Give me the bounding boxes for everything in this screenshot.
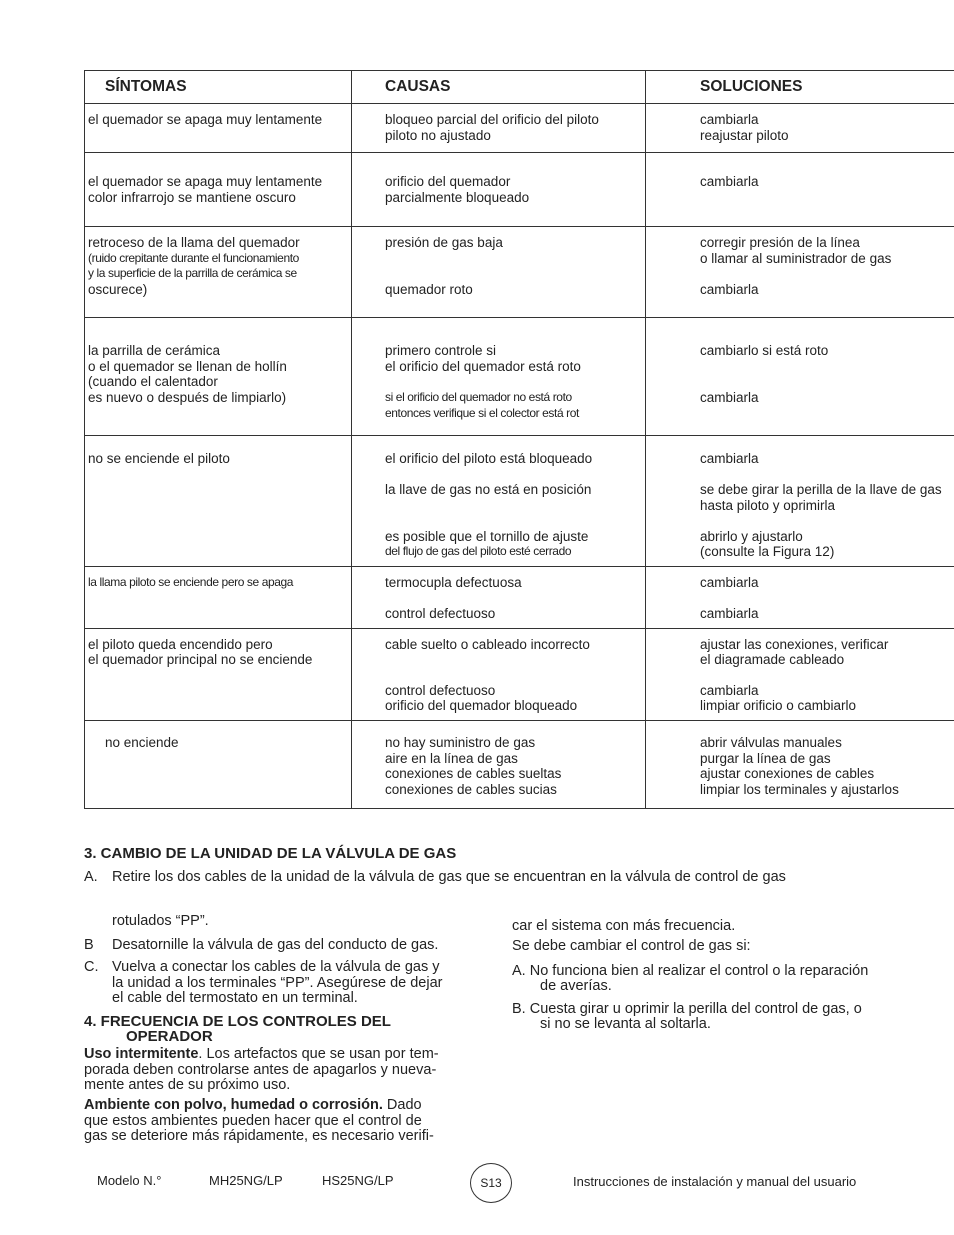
solution-line: reajustar piloto [700, 128, 789, 143]
solution-line: hasta piloto y oprimirla [700, 498, 836, 513]
cause-line: orificio del quemador [385, 174, 511, 189]
section3-item-c-line: el cable del termostato en un terminal. [112, 990, 358, 1006]
symptom-line: no se enciende el piloto [88, 451, 230, 466]
cause-line: si el orificio del quemador no está roto [385, 390, 572, 404]
footer-document-title: Instrucciones de instalación y manual del usuario [573, 1174, 857, 1189]
right-column-intro: Se debe cambiar el control de gas si: [512, 938, 751, 954]
cause-line: quemador roto [385, 282, 473, 297]
solution-cell [646, 318, 954, 436]
symptom-cell [85, 153, 352, 227]
solution-line: limpiar los terminales y ajustarlos [700, 782, 899, 797]
footer-model-1: MH25NG/LP [209, 1173, 283, 1188]
solution-cell [646, 104, 954, 153]
section3-item-a-text: Retire los dos cables de la unidad de la válvula de gas que se encuentran en la válvula de control de gas [112, 869, 786, 885]
footer-model-label: Modelo N.° [97, 1173, 162, 1188]
solution-cell [646, 721, 954, 809]
symptom-line: oscurece) [88, 282, 148, 297]
table-row [85, 227, 954, 318]
symptom-line: retroceso de la llama del quemador [88, 235, 300, 250]
solution-line: cambiarla [700, 606, 759, 621]
right-column-item-b-cont: si no se levanta al soltarla. [540, 1016, 711, 1032]
solution-line: o llamar al suministrador de gas [700, 251, 892, 266]
symptom-cell [85, 567, 352, 629]
cause-line: cable suelto o cableado incorrecto [385, 637, 590, 652]
right-column-item-a: A. No funciona bien al realizar el control o la reparación [512, 963, 869, 979]
right-column-item-b: B. Cuesta girar u oprimir la perilla del control de gas, o [512, 1001, 862, 1017]
symptom-line: el quemador se apaga muy lentamente [88, 112, 323, 127]
section3-heading: 3. CAMBIO DE LA UNIDAD DE LA VÁLVULA DE GAS [84, 845, 457, 862]
header-symptoms: SÍNTOMAS [85, 71, 352, 104]
symptom-cell [85, 227, 352, 318]
section3-item-b-text: Desatornille la válvula de gas del conducto de gas. [112, 937, 439, 953]
symptom-cell [85, 721, 352, 809]
solution-line: ajustar conexiones de cables [700, 766, 875, 781]
cause-cell [352, 318, 646, 436]
symptom-line: color infrarrojo se mantiene oscuro [88, 190, 296, 205]
cause-line: bloqueo parcial del orificio del piloto [385, 112, 599, 127]
symptom-cell [85, 104, 352, 153]
solution-cell [646, 153, 954, 227]
symptom-line: la llama piloto se enciende pero se apaga [88, 575, 294, 589]
cause-cell [352, 153, 646, 227]
cause-line: presión de gas baja [385, 235, 503, 250]
solution-line: purgar la línea de gas [700, 751, 831, 766]
symptom-line: (cuando el calentador [88, 374, 218, 389]
solution-cell [646, 436, 954, 567]
symptom-line: el quemador principal no se enciende [88, 652, 313, 667]
cause-line: control defectuoso [385, 683, 496, 698]
section3-item-a-letter: A. [84, 869, 98, 885]
symptom-line: no enciende [105, 735, 179, 750]
solution-line: cambiarla [700, 174, 759, 189]
paragraph-1-line: mente antes de su próximo uso. [84, 1077, 291, 1093]
solution-line: ajustar las conexiones, verificar [700, 637, 889, 652]
section4-heading-cont: OPERADOR [126, 1028, 213, 1045]
symptom-cell [85, 436, 352, 567]
cause-line: termocupla defectuosa [385, 575, 522, 590]
table-row [85, 318, 954, 436]
solution-cell [646, 567, 954, 629]
solution-line: cambiarla [700, 282, 759, 297]
page-number-badge: S13 [470, 1163, 512, 1203]
cause-line: parcialmente bloqueado [385, 190, 530, 205]
solution-cell [646, 629, 954, 721]
symptom-line: es nuevo o después de limpiarlo) [88, 390, 287, 405]
cause-line: el orificio del piloto está bloqueado [385, 451, 593, 466]
cause-line: orificio del quemador bloqueado [385, 698, 578, 713]
table-row [85, 629, 954, 721]
symptom-line: el quemador se apaga muy lentamente [88, 174, 323, 189]
symptom-line: el piloto queda encendido pero [88, 637, 273, 652]
table-row [85, 567, 954, 629]
header-causes: CAUSAS [352, 71, 646, 104]
cause-cell [352, 436, 646, 567]
symptom-line: (ruido crepitante durante el funcionamiento [88, 251, 299, 265]
table-header-row [85, 71, 954, 104]
paragraph-2-line: gas se deteriore más rápidamente, es necesario verifi- [84, 1128, 434, 1144]
table-row [85, 721, 954, 809]
solution-line: cambiarla [700, 390, 759, 405]
cause-line: aire en la línea de gas [385, 751, 518, 766]
section4-paragraph-2 [84, 1098, 422, 1114]
paragraph-2-text: Dado [382, 1097, 422, 1113]
solution-line: limpiar orificio o cambiarlo [700, 698, 857, 713]
cause-line: conexiones de cables sucias [385, 782, 557, 797]
cause-line: la llave de gas no está en posición [385, 482, 592, 497]
paragraph-2-bold: Ambiente con polvo, humedad o corrosión. [84, 1097, 383, 1113]
solution-line: abrir válvulas manuales [700, 735, 842, 750]
right-column-item-a-cont: de averías. [540, 978, 612, 994]
cause-line: el orificio del quemador está roto [385, 359, 581, 374]
table-row [85, 153, 954, 227]
symptom-line: y la superficie de la parrilla de cerámica se [88, 266, 297, 280]
paragraph-1-text: . Los artefactos que se usan por tem- [198, 1046, 439, 1062]
solution-line: abrirlo y ajustarlo [700, 529, 803, 544]
symptom-cell [85, 318, 352, 436]
symptom-cell [85, 629, 352, 721]
cause-cell [352, 567, 646, 629]
section3-item-a-cont: rotulados “PP”. [112, 913, 209, 929]
cause-line: control defectuoso [385, 606, 496, 621]
symptom-line: la parrilla de cerámica [88, 343, 221, 358]
footer-model-2: HS25NG/LP [322, 1173, 394, 1188]
paragraph-1-line: porada deben controlarse antes de apagarlos y nueva- [84, 1062, 437, 1078]
cause-line: es posible que el tornillo de ajuste [385, 529, 589, 544]
section4-paragraph-1 [84, 1047, 439, 1063]
solution-line: se debe girar la perilla de la llave de gas [700, 482, 942, 497]
table-row [85, 436, 954, 567]
solution-line: el diagramade cableado [700, 652, 845, 667]
paragraph-2-line: que estos ambientes pueden hacer que el control de [84, 1113, 422, 1129]
cause-line: no hay suministro de gas [385, 735, 536, 750]
section3-item-b-letter: B [84, 937, 94, 953]
solution-line: cambiarla [700, 451, 759, 466]
section3-item-c-line: Vuelva a conectar los cables de la válvula de gas y [112, 959, 440, 975]
table-row [85, 104, 954, 153]
cause-line: del flujo de gas del piloto esté cerrado [385, 544, 572, 558]
solution-line: cambiarla [700, 683, 759, 698]
section4-heading: 4. FRECUENCIA DE LOS CONTROLES DEL [84, 1013, 391, 1030]
cause-cell [352, 227, 646, 318]
solution-line: corregir presión de la línea [700, 235, 860, 250]
cause-line: piloto no ajustado [385, 128, 491, 143]
symptom-line: o el quemador se llenan de hollín [88, 359, 287, 374]
solution-line: (consulte la Figura 12) [700, 544, 835, 559]
cause-line: primero controle si [385, 343, 497, 358]
section3-item-c-line: la unidad a los terminales “PP”. Asegúrese de dejar [112, 975, 443, 991]
solution-line: cambiarlo si está roto [700, 343, 829, 358]
solution-cell [646, 227, 954, 318]
cause-cell [352, 721, 646, 809]
cause-cell [352, 629, 646, 721]
solution-line: cambiarla [700, 575, 759, 590]
right-column-continuation: car el sistema con más frecuencia. [512, 918, 736, 934]
section3-item-c-letter: C. [84, 959, 99, 975]
cause-cell [352, 104, 646, 153]
cause-line: entonces verifique si el colector está rot [385, 406, 579, 420]
header-solutions: SOLUCIONES [646, 71, 954, 104]
troubleshooting-table [84, 70, 954, 809]
paragraph-1-bold: Uso intermitente [84, 1046, 199, 1062]
cause-line: conexiones de cables sueltas [385, 766, 562, 781]
solution-line: cambiarla [700, 112, 759, 127]
